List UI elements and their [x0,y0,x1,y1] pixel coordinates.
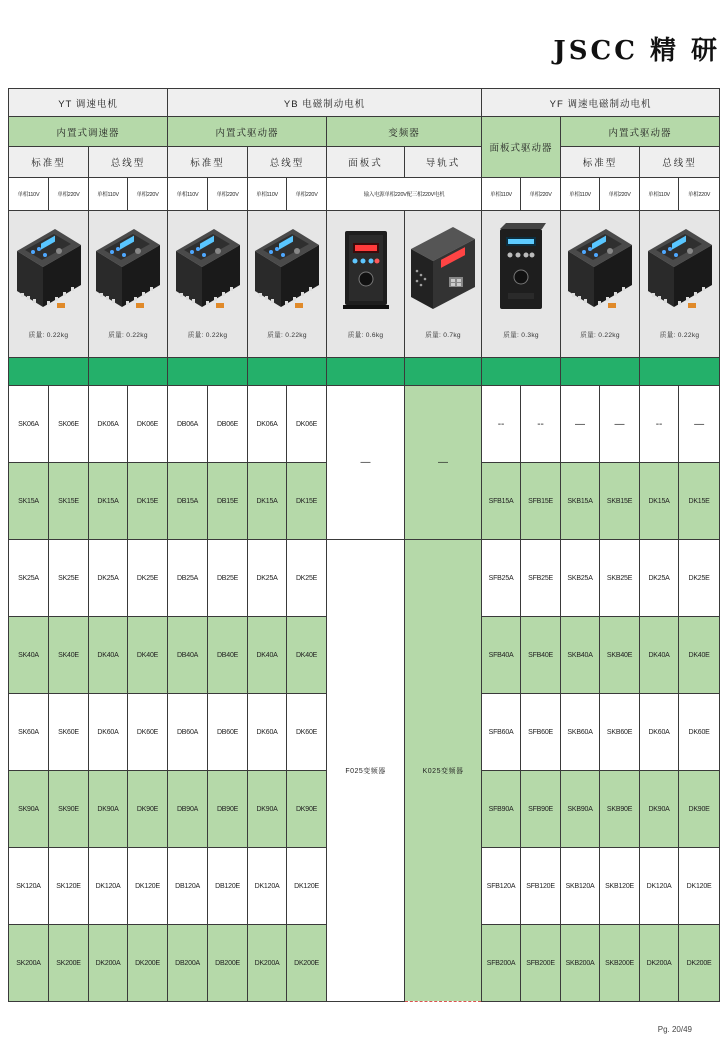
model-cell: DB15A [168,463,208,540]
model-cell: DK90E [679,771,720,848]
product-cell [640,211,720,358]
model-cell: DK120E [128,848,168,925]
type-panel: 面板式 [327,147,405,178]
model-cell: DB40A [168,617,208,694]
header-row-motor-series [9,89,720,117]
model-cell: SFB25A [482,540,521,617]
model-cell: SKB120E [600,848,640,925]
yt-builtin-regulator-header: 内置式调速器 [9,117,168,147]
model-cell: SFB200E [521,925,561,1002]
type-bus: 总线型 [248,147,327,178]
voltage-220v: 单相220V [128,178,168,211]
model-cell: SKB120A [561,848,600,925]
model-cell: DK120A [640,848,679,925]
voltage-220v: 单相220V [49,178,89,211]
voltage-220v: 单相220V [679,178,720,211]
type-bus: 总线型 [89,147,168,178]
model-cell: SK120A [9,848,49,925]
product-cell [89,211,168,358]
type-standard: 标准型 [168,147,248,178]
weight-label: 质量: 0.22kg [659,332,700,339]
model-cell: DK25E [287,540,327,617]
panel-inverter-icon [331,221,401,313]
model-cell: — [561,386,600,463]
weight-label: 质量: 0.22kg [28,332,69,339]
model-cell: SFB120E [521,848,561,925]
model-cell: DB120A [168,848,208,925]
model-cell: DK120E [287,848,327,925]
model-cell: DB25E [208,540,248,617]
product-cell [168,211,248,358]
model-cell: SKB15A [561,463,600,540]
product-image-row [9,211,720,358]
weight-label: 质量: 0.22kg [187,332,228,339]
header-row-voltage [9,178,720,211]
model-cell: SFB60E [521,694,561,771]
rail-inverter-model: K025变频器 [405,540,482,1002]
model-cell: SFB200A [482,925,521,1002]
model-cell: -- [482,386,521,463]
model-cell: SK200A [9,925,49,1002]
model-cell: SKB60E [600,694,640,771]
model-cell: SK06E [49,386,89,463]
model-cell: SFB60A [482,694,521,771]
model-cell: SFB90E [521,771,561,848]
green-separator-row [9,358,720,386]
model-cell: SK40A [9,617,49,694]
model-cell: DK15E [128,463,168,540]
model-cell: DK25A [89,540,128,617]
model-cell: DB60E [208,694,248,771]
model-cell: DK40E [128,617,168,694]
model-cell: -- [640,386,679,463]
weight-label: 质量: 0.7kg [425,332,461,339]
voltage-110v: 单相110V [89,178,128,211]
model-cell: SK40E [49,617,89,694]
model-cell: DK90E [287,771,327,848]
model-cell: DK15A [640,463,679,540]
model-cell: SFB25E [521,540,561,617]
model-cell: SKB15E [600,463,640,540]
model-cell: DK60E [679,694,720,771]
model-cell: SKB200A [561,925,600,1002]
model-cell: DK25E [128,540,168,617]
model-cell: SK60A [9,694,49,771]
speed-controller-icon [11,221,87,313]
model-cell: DK06E [128,386,168,463]
model-cell: SKB40A [561,617,600,694]
yb-series-header: YB 电磁制动电机 [168,89,482,117]
yb-inverter-header: 变频器 [327,117,482,147]
model-cell: SK15E [49,463,89,540]
inverter-voltage-note: 输入电源单相220V配三相220V电机 [327,178,482,211]
speed-controller-icon [90,221,166,313]
model-cell: SK25A [9,540,49,617]
voltage-220v: 单相220V [521,178,561,211]
model-cell: SFB15A [482,463,521,540]
model-cell: — [600,386,640,463]
model-cell: DK200A [640,925,679,1002]
model-cell: SK25E [49,540,89,617]
model-cell: DK06A [89,386,128,463]
model-cell: SFB40A [482,617,521,694]
brand-logo-text: JSCC 精 研 [553,36,720,66]
model-cell: DB200E [208,925,248,1002]
model-cell: DK120A [248,848,287,925]
model-cell: DK60E [287,694,327,771]
model-cell: DB60A [168,694,208,771]
model-cell: SK120E [49,848,89,925]
type-standard: 标准型 [561,147,640,178]
model-row [9,386,720,463]
voltage-220v: 单相220V [600,178,640,211]
yf-panel-driver-header: 面板式驱动器 [482,117,561,178]
speed-controller-icon [249,221,325,313]
model-cell: DK40E [679,617,720,694]
rail-inverter-na: — [405,386,482,540]
model-cell: DK120E [679,848,720,925]
header-row-type [9,147,720,178]
model-cell: DB06A [168,386,208,463]
yf-builtin-driver-header: 内置式驱动器 [561,117,720,147]
model-cell: DK60A [89,694,128,771]
model-cell: DK200E [128,925,168,1002]
model-cell: DK90A [248,771,287,848]
model-cell: DK200A [248,925,287,1002]
product-spec-table [8,88,720,1002]
model-cell: SK200E [49,925,89,1002]
model-cell: DK25A [640,540,679,617]
model-cell: DK90E [128,771,168,848]
model-cell: DK60A [640,694,679,771]
model-cell: DB120E [208,848,248,925]
model-cell: SKB60A [561,694,600,771]
model-cell: DK06A [248,386,287,463]
weight-label: 质量: 0.22kg [580,332,620,339]
voltage-110v: 单相110V [9,178,49,211]
voltage-110v: 单相110V [640,178,679,211]
model-cell: — [679,386,720,463]
model-cell: SFB90A [482,771,521,848]
speed-controller-icon [170,221,246,313]
model-cell: DK40A [640,617,679,694]
yb-builtin-driver-header: 内置式驱动器 [168,117,327,147]
model-cell: DK15A [248,463,287,540]
model-cell: SKB90A [561,771,600,848]
voltage-110v: 单相110V [561,178,600,211]
model-cell: DB25A [168,540,208,617]
product-cell [482,211,561,358]
model-cell: DK06E [287,386,327,463]
model-cell: DK40A [248,617,287,694]
model-cell: SFB120A [482,848,521,925]
model-cell: DK25E [679,540,720,617]
model-cell: SK06A [9,386,49,463]
yt-series-header: YT 调速电机 [9,89,168,117]
model-cell: SK15A [9,463,49,540]
model-cell: DK15A [89,463,128,540]
model-cell: DB06E [208,386,248,463]
type-rail: 导轨式 [405,147,482,178]
model-cell: DK60A [248,694,287,771]
model-cell: SFB15E [521,463,561,540]
type-bus: 总线型 [640,147,720,178]
weight-label: 质量: 0.6kg [347,332,384,339]
page-number: Pg. 20/49 [657,1025,692,1034]
product-cell [327,211,405,358]
voltage-220v: 单相220V [208,178,248,211]
model-cell: DK25A [248,540,287,617]
model-cell: DK15E [679,463,720,540]
model-cell: DK40E [287,617,327,694]
type-standard: 标准型 [9,147,89,178]
model-cell: SKB90E [600,771,640,848]
yf-series-header: YF 调速电磁制动电机 [482,89,720,117]
model-cell: DK200E [287,925,327,1002]
product-cell [405,211,482,358]
panel-inverter-na: — [327,386,405,540]
model-cell: DB200A [168,925,208,1002]
model-cell: SK60E [49,694,89,771]
product-cell [9,211,89,358]
model-cell: SKB25A [561,540,600,617]
panel-driver-icon [486,221,556,313]
header-row-controller-category [9,117,720,147]
product-cell [248,211,327,358]
model-cell: DK120A [89,848,128,925]
speed-controller-icon [642,221,718,313]
product-cell [561,211,640,358]
model-cell: DK90A [640,771,679,848]
model-cell: SK90A [9,771,49,848]
model-cell: SKB40E [600,617,640,694]
voltage-110v: 单相110V [482,178,521,211]
voltage-110v: 单相110V [168,178,208,211]
model-cell: DK90A [89,771,128,848]
model-cell: DK60E [128,694,168,771]
model-cell: SFB40E [521,617,561,694]
model-cell: SK90E [49,771,89,848]
speed-controller-icon [562,221,638,313]
weight-label: 质量: 0.22kg [267,332,307,339]
weight-label: 质量: 0.3kg [503,332,539,339]
rail-inverter-icon [405,221,481,313]
model-cell: SKB200E [600,925,640,1002]
model-cell: DB90E [208,771,248,848]
model-cell: DB90A [168,771,208,848]
voltage-110v: 单相110V [248,178,287,211]
model-cell: DK200E [679,925,720,1002]
weight-label: 质量: 0.22kg [108,332,148,339]
panel-inverter-model: F025变频器 [327,540,405,1002]
model-cell: DB40E [208,617,248,694]
voltage-220v: 单相220V [287,178,327,211]
model-cell: DB15E [208,463,248,540]
model-row [9,540,720,617]
model-cell: SKB25E [600,540,640,617]
model-cell: -- [521,386,561,463]
model-cell: DK15E [287,463,327,540]
model-cell: DK40A [89,617,128,694]
model-cell: DK200A [89,925,128,1002]
